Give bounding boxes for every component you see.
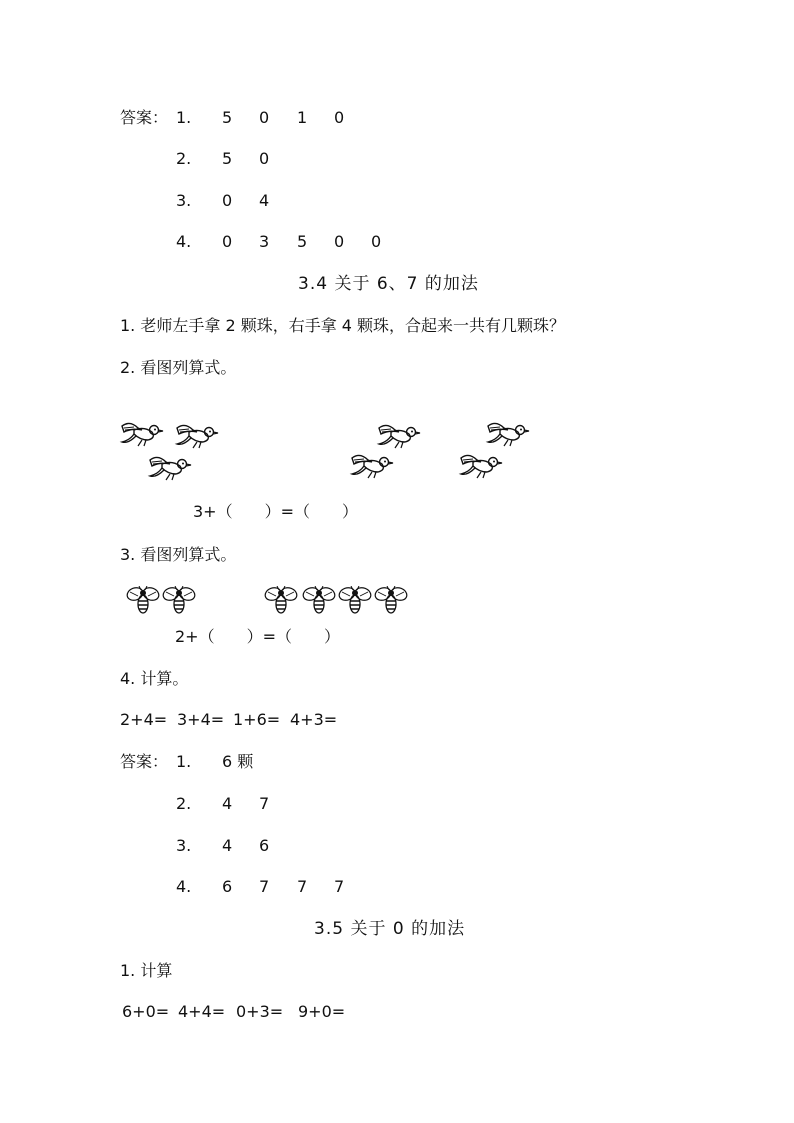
answer-row-number: 2. — [176, 794, 192, 813]
calc-expression: 4+4= — [178, 1002, 226, 1021]
calc-expression: 6+0= — [122, 1002, 170, 1021]
question-1: 1. 老师左手拿 2 颗珠，右手拿 4 颗珠，合起来一共有几颗珠？ — [120, 316, 566, 335]
answer-row-number: 1. — [176, 752, 192, 771]
section-title: 3.4 关于 6、7 的加法 — [298, 274, 479, 294]
answer-row-number: 2. — [176, 149, 192, 168]
calc-expression: 0+3= — [236, 1002, 284, 1021]
formula-blank: 3+（ ）=（ ） — [193, 502, 358, 521]
answer-value: 6 — [259, 836, 270, 855]
answer-value: 3 — [259, 232, 270, 251]
question-1: 1. 计算 — [120, 961, 173, 980]
calc-expression: 1+6= — [233, 710, 281, 729]
bee-icon — [162, 586, 196, 616]
answer-row-number: 3. — [176, 191, 192, 210]
bird-icon — [484, 418, 532, 448]
bee-icon — [264, 586, 298, 616]
answer-row-number: 4. — [176, 232, 192, 251]
question-2: 2. 看图列算式。 — [120, 358, 237, 377]
calc-expression: 3+4= — [177, 710, 225, 729]
answer-label: 答案： — [120, 108, 169, 127]
bird-icon — [173, 420, 221, 450]
bird-icon — [146, 452, 194, 482]
answer-value: 4 — [222, 794, 233, 813]
answer-value: 0 — [222, 232, 233, 251]
answer-value: 5 — [222, 149, 233, 168]
answer-value: 5 — [297, 232, 308, 251]
answer-value: 7 — [259, 877, 270, 896]
answer-row-number: 4. — [176, 877, 192, 896]
formula-blank: 2+（ ）=（ ） — [175, 627, 340, 646]
answer-value: 0 — [259, 108, 270, 127]
answer-value: 4 — [259, 191, 270, 210]
bird-icon — [348, 450, 396, 480]
answer-value: 6 — [222, 877, 233, 896]
question-4: 4. 计算。 — [120, 669, 189, 688]
bee-icon — [126, 586, 160, 616]
answer-label: 答案： — [120, 752, 169, 771]
calc-expression: 4+3= — [290, 710, 338, 729]
bee-icon — [338, 586, 372, 616]
bird-icon — [457, 450, 505, 480]
question-3: 3. 看图列算式。 — [120, 545, 237, 564]
bee-icon — [374, 586, 408, 616]
answer-value: 0 — [259, 149, 270, 168]
answer-row-number: 3. — [176, 836, 192, 855]
answer-value: 0 — [334, 108, 345, 127]
answer-value: 0 — [334, 232, 345, 251]
answer-value: 7 — [334, 877, 345, 896]
answer-value: 7 — [297, 877, 308, 896]
answer-value: 7 — [259, 794, 270, 813]
answer-value: 4 — [222, 836, 233, 855]
calc-expression: 9+0= — [298, 1002, 346, 1021]
bird-icon — [118, 418, 166, 448]
calc-expression: 2+4= — [120, 710, 168, 729]
bee-icon — [302, 586, 336, 616]
section-title: 3.5 关于 0 的加法 — [314, 919, 466, 939]
answer-value: 1 — [297, 108, 308, 127]
answer-value: 6 颗 — [222, 752, 254, 771]
answer-value: 0 — [371, 232, 382, 251]
answer-row-number: 1. — [176, 108, 192, 127]
answer-value: 5 — [222, 108, 233, 127]
answer-value: 0 — [222, 191, 233, 210]
bird-icon — [375, 420, 423, 450]
